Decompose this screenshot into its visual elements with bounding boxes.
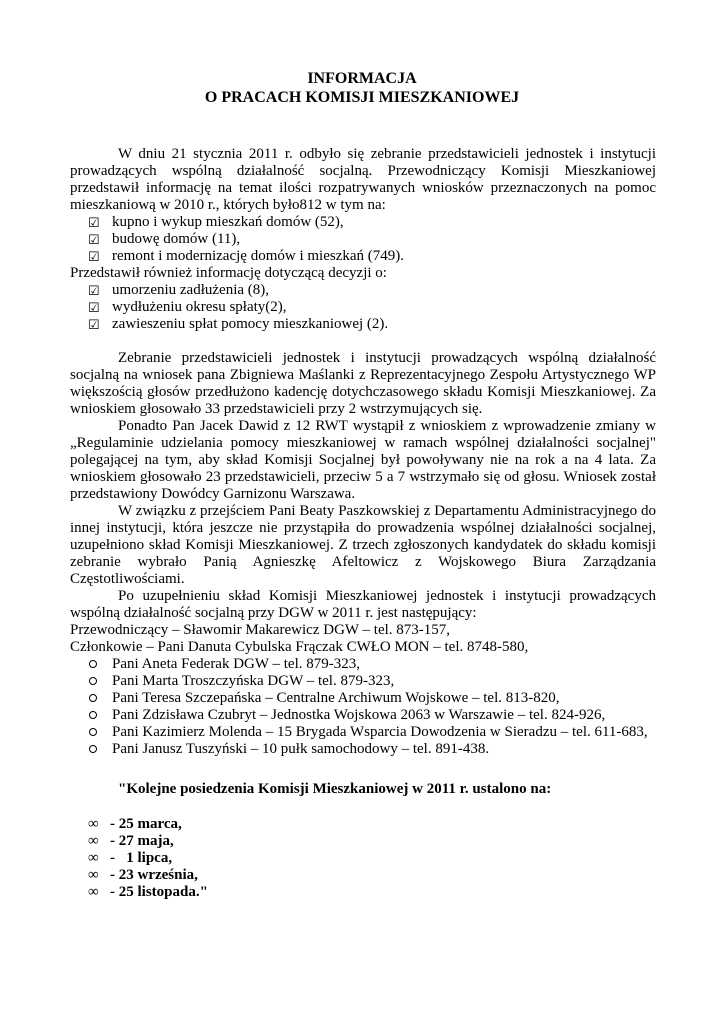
section-intro: [70, 146, 656, 333]
title-line-2: O PRACACH KOMISJI MIESZKANIOWEJ: [204, 89, 520, 106]
list-item: Pani Marta Troszczyńska DGW – tel. 879-323,: [70, 673, 656, 690]
check-box-icon: ☑: [88, 215, 100, 230]
hollow-circle-icon: [89, 728, 97, 736]
list-item: Pani Janusz Tuszyński – 10 pułk samochodowy – tel. 891-438.: [70, 741, 656, 758]
list-decisions: [70, 282, 656, 333]
list-item: ☑ kupno i wykup mieszkań domów (52),: [88, 214, 344, 230]
check-box-icon: ☑: [88, 317, 100, 332]
list-item: ∞ - 25 listopada.": [88, 884, 208, 900]
check-box-icon: ☑: [88, 283, 100, 298]
check-box-icon: ☑: [88, 249, 100, 264]
section-meetings: [70, 781, 656, 901]
paragraph-4: W związku z przejściem Pani Beaty Paszkowskiej z Departamentu Administracyjnego do innej instytucji, która jeszcze nie przystąpiła do prowadzenia wspólnej działalności socjalnej, uzupełniono skład Komisji Mieszkaniowej. Z trzech zgłoszonych kandydatek do składu komisji zebranie wybrało Panią Agnieszkę Afeltowicz z Wojskowego Biura Zarządzania Częstotliwościami.: [70, 503, 656, 587]
list-item: Pani Aneta Federak DGW – tel. 879-323,: [70, 656, 656, 673]
list-item: ∞ - 25 marca,: [88, 816, 182, 832]
paragraph-3: Ponadto Pan Jacek Dawid z 12 RWT wystąpił z wnioskiem z wprowadzenie zmiany w „Regulaminie udzielania pomocy mieszkaniowej w ramach wspólnej działalności socjalnej" polegającej na tym, aby skład Komisji Socjalnej był powoływany nie na rok a na 4 lata. Za wnioskiem głosowało 23 przedstawicieli, przeciw 5 a 7 wstrzymało się od głosu. Wniosek został przedstawiony Dowódcy Garnizonu Warszawa.: [70, 418, 656, 502]
meetings-heading: "Kolejne posiedzenia Komisji Mieszkaniowej w 2011 r. ustalono na:: [118, 781, 552, 797]
meetings-list: [70, 816, 656, 901]
infinity-icon: ∞: [88, 867, 99, 883]
hollow-circle-icon: [89, 694, 97, 702]
list-item: ☑ remont i modernizację domów i mieszkań (749).: [88, 248, 404, 264]
list-item: Pani Teresa Szczepańska – Centralne Archiwum Wojskowe – tel. 813-820,: [70, 690, 656, 707]
members-list: [70, 656, 656, 758]
section-resolutions: [70, 350, 656, 758]
list-applications: [70, 214, 656, 265]
hollow-circle-icon: [89, 677, 97, 685]
infinity-icon: ∞: [88, 816, 99, 832]
list-item: ☑ umorzeniu zadłużenia (8),: [88, 282, 270, 298]
title-line-1: INFORMACJA: [307, 70, 417, 87]
decisions-intro: Przedstawił również informację dotyczącą decyzji o:: [70, 265, 387, 281]
check-box-icon: ☑: [88, 300, 100, 315]
members-intro: Członkowie – Pani Danuta Cybulska Frączak CWŁO MON – tel. 8748-580,: [70, 639, 529, 655]
list-item: Pani Zdzisława Czubryt – Jednostka Wojskowa 2063 w Warszawie – tel. 824-926,: [70, 707, 656, 724]
infinity-icon: ∞: [88, 833, 99, 849]
list-item: ∞ - 1 lipca,: [88, 850, 173, 866]
list-item: ☑ wydłużeniu okresu spłaty(2),: [88, 299, 287, 315]
chairman-line: Przewodniczący – Sławomir Makarewicz DGW – tel. 873-157,: [70, 622, 451, 638]
list-item: Pani Kazimierz Molenda – 15 Brygada Wsparcia Dowodzenia w Sieradzu – tel. 611-683,: [70, 724, 656, 741]
check-box-icon: ☑: [88, 232, 100, 247]
infinity-icon: ∞: [88, 884, 99, 900]
list-item: ☑ budowę domów (11),: [88, 231, 241, 247]
list-item: ∞ - 27 maja,: [88, 833, 174, 849]
paragraph-2: Zebranie przedstawicieli jednostek i instytucji prowadzących wspólną działalność socjalną na wniosek pana Zbigniewa Maślanki z Reprezentacyjnego Zespołu Artystycznego WP większością głosów przedłużono kadencję dotychczasowego składu Komisji Mieszkaniowej. Za wnioskiem głosowało 33 przedstawicieli przy 2 wstrzymujących się.: [70, 350, 656, 417]
hollow-circle-icon: [89, 745, 97, 753]
hollow-circle-icon: [89, 711, 97, 719]
list-item: ∞ - 23 września,: [88, 867, 198, 883]
paragraph-1: W dniu 21 stycznia 2011 r. odbyło się zebranie przedstawicieli jednostek i instytucji prowadzących wspólną działalność socjalną. Przewodniczący Komisji Mieszkaniowej przedstawił informację na temat ilości rozpatrywanych wniosków przeznaczonych na pomoc mieszkaniową w 2010 r., których było812 w tym na:: [70, 146, 656, 213]
infinity-icon: ∞: [88, 850, 99, 866]
hollow-circle-icon: [89, 660, 97, 668]
paragraph-5: Po uzupełnieniu skład Komisji Mieszkaniowej jednostek i instytucji prowadzących wspólną działalność socjalną przy DGW w 2011 r. jest następujący:: [70, 588, 656, 621]
list-item: ☑ zawieszeniu spłat pomocy mieszkaniowej (2).: [88, 316, 389, 332]
